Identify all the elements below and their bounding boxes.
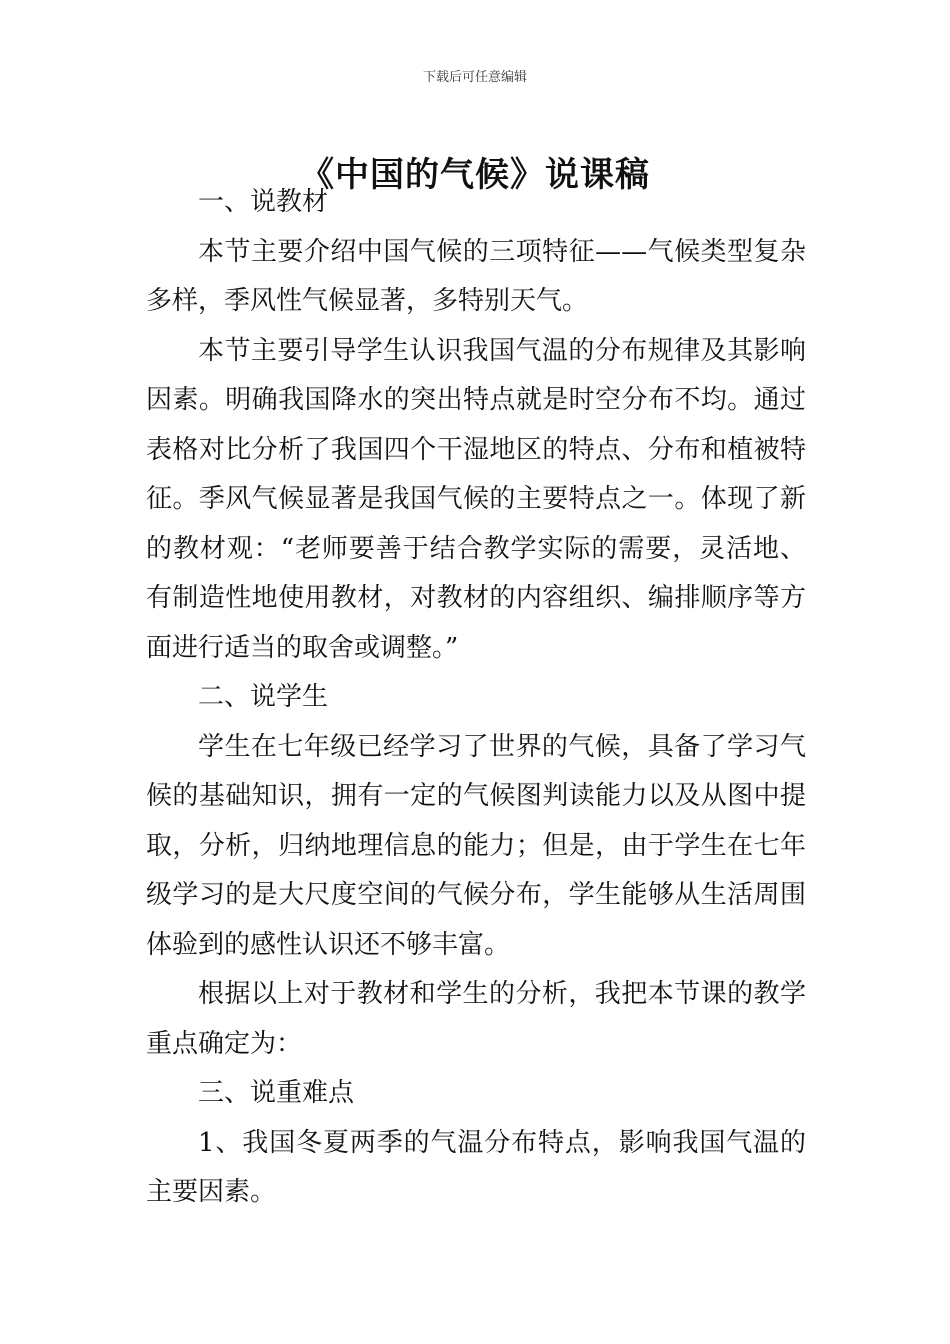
- paragraph: 本节主要引导学生认识我国气温的分布规律及其影响因素。明确我国降水的突出特点就是时空分布不均。通过表格对比分析了我国四个干湿地区的特点、分布和植被特征。季风气候显著是我国气候的主要特点之一。体现了新的教材观：“老师要善于结合教学实际的需要，灵活地、有制造性地使用教材，对教材的内容组织、编排顺序等方面进行适当的取舍或调整。”: [146, 335, 806, 663]
- header-note: 下载后可任意编辑: [422, 70, 527, 85]
- document-title: 《中国的气候》说课稿: [300, 154, 650, 195]
- section-heading-key-points: 三、说重难点: [198, 1078, 355, 1108]
- paragraph: 本节主要介绍中国气候的三项特征——气候类型复杂多样，季风性气候显著，多特别天气。: [146, 236, 806, 316]
- paragraph: 学生在七年级已经学习了世界的气候，具备了学习气候的基础知识，拥有一定的气候图判读能力以及从图中提取，分析，归纳地理信息的能力；但是，由于学生在七年级学习的是大尺度空间的气候分布，学生能够从生活周围体验到的感性认识还不够丰富。: [146, 731, 806, 960]
- paragraph: 1、我国冬夏两季的气温分布特点，影响我国气温的主要因素。: [146, 1127, 806, 1207]
- paragraph: 根据以上对于教材和学生的分析，我把本节课的教学重点确定为：: [146, 979, 806, 1059]
- section-heading-textbook: 一、说教材: [198, 187, 329, 217]
- section-heading-students: 二、说学生: [198, 682, 329, 712]
- document-body: [146, 178, 806, 1218]
